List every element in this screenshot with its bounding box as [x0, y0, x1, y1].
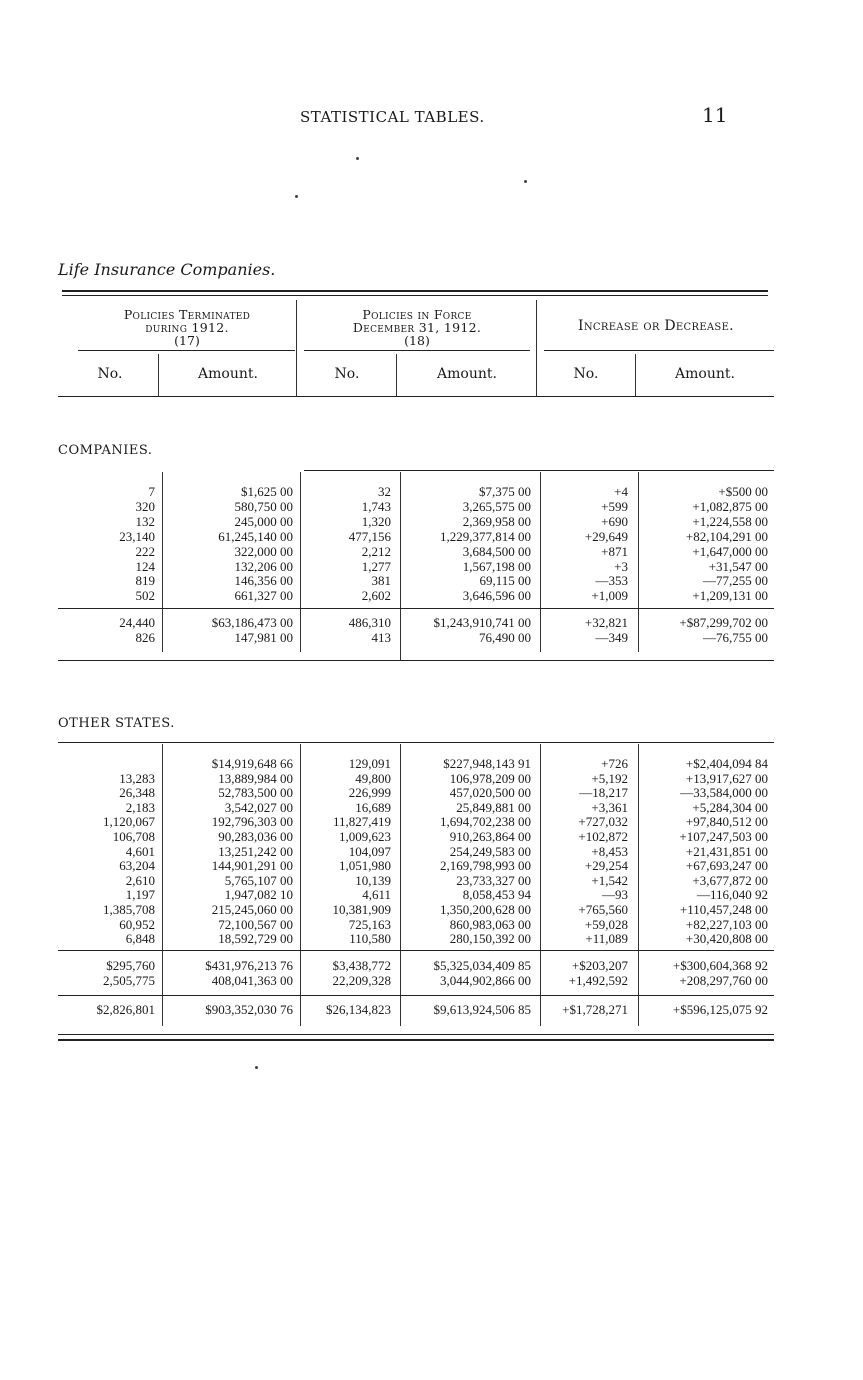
other-states-row-terminated-amount: 18,592,729 00	[218, 931, 293, 947]
other-states-row-terminated-amount: 5,765,107 00	[224, 872, 293, 888]
companies-total-row-force-amount: 76,490 00	[479, 629, 531, 645]
companies-row-increase-no: +690	[601, 513, 628, 529]
other-states-divider	[638, 744, 639, 1026]
other-states-row-increase-amount: +82,227,103 00	[685, 916, 768, 932]
other-states-row-force-no: 110,580	[349, 931, 391, 947]
companies-row-increase-amount: +1,082,875 00	[692, 498, 768, 514]
other-states-row-terminated-amount: 144,901,291 00	[211, 858, 293, 874]
companies-row-force-no: 2,602	[361, 588, 391, 604]
other-states-row-terminated-amount: 90,283,036 00	[218, 829, 293, 844]
companies-row-increase-no: +29,649	[584, 528, 628, 544]
other-states-row-force-no: 11,827,419	[332, 814, 391, 830]
companies-row-terminated-no: 124	[135, 558, 155, 574]
companies-total-row-increase-no: +32,821	[584, 615, 628, 630]
companies-row-terminated-amount: 322,000 00	[234, 543, 293, 559]
other-states-row-increase-no: +727,032	[578, 814, 628, 830]
other-states-row-increase-amount: +30,420,808 00	[685, 931, 768, 947]
other-states-row-force-amount: 8,058,453 94	[462, 887, 531, 903]
other-states-row-force-amount: 25,849,881 00	[456, 799, 531, 815]
col-header-force-amount: Amount.	[437, 366, 497, 382]
other-states-row-increase-amount: +21,431,851 00	[685, 843, 768, 859]
header-underline-1	[78, 350, 295, 351]
other-states-row-increase-no: +765,560	[578, 902, 628, 917]
other-states-total-row-force-no: $3,438,772	[332, 958, 391, 973]
other-states-row-increase-no: +726	[601, 756, 628, 771]
other-states-row-terminated-amount: 52,783,500 00	[218, 785, 293, 801]
companies-row-increase-no: +599	[601, 498, 628, 514]
header-underline-2	[304, 350, 530, 351]
companies-row-force-no: 1,277	[361, 558, 391, 574]
other-states-row-force-amount: $227,948,143 91	[443, 756, 531, 771]
companies-row-terminated-no: 132	[135, 513, 155, 529]
table-top-rule	[62, 290, 768, 292]
other-states-row-increase-no: —18,217	[579, 785, 628, 801]
header-group-terminated-line2: during 1912.	[145, 320, 229, 335]
print-speck	[356, 157, 359, 160]
companies-row-increase-no: +1,009	[591, 588, 628, 604]
companies-row-terminated-amount: 132,206 00	[234, 558, 293, 574]
grand-total-row-increase-amount: +$596,125,075 92	[672, 1002, 768, 1017]
companies-total-row-force-amount: $1,243,910,741 00	[433, 615, 531, 630]
col-header-increase-no: No.	[573, 366, 599, 382]
companies-row-force-amount: 2,369,958 00	[462, 513, 531, 529]
other-states-row-force-no: 10,139	[355, 872, 391, 888]
companies-row-increase-amount: +1,224,558 00	[692, 513, 768, 529]
other-states-row-force-amount: 1,694,702,238 00	[440, 814, 531, 830]
companies-total-row-terminated-amount: 147,981 00	[234, 629, 293, 645]
header-group-in-force-line1: Policies in Force	[362, 307, 472, 322]
other-states-row-force-no: 104,097	[348, 843, 391, 859]
other-states-total-row-terminated-amount: 408,041,363 00	[211, 973, 293, 988]
running-head: STATISTICAL TABLES.	[300, 108, 485, 126]
other-states-row-terminated-amount: 215,245,060 00	[211, 902, 293, 917]
companies-divider	[638, 472, 639, 652]
other-states-row-terminated-amount: 192,796,303 00	[211, 814, 293, 830]
other-states-row-increase-no: +5,192	[591, 770, 628, 786]
header-group-increase	[540, 320, 772, 333]
other-states-row-force-amount: 23,733,327 00	[456, 872, 531, 888]
companies-row-increase-amount: +$500 00	[718, 484, 768, 499]
other-states-row-force-no: 226,999	[348, 785, 391, 801]
grand-total-row-force-amount: $9,613,924,506 85	[433, 1002, 531, 1017]
companies-total-rule	[58, 608, 774, 609]
section-title: Life Insurance Companies.	[58, 260, 276, 279]
companies-total-row-force-no: 413	[371, 629, 391, 645]
companies-bottom-rule	[58, 660, 774, 661]
companies-row-terminated-no: 23,140	[119, 528, 155, 544]
companies-row-force-no: 32	[378, 484, 391, 499]
companies-row-increase-no: +4	[614, 484, 628, 499]
other-states-row-increase-amount: +110,457,248 00	[679, 902, 768, 917]
grand-total-row-increase-no: +$1,728,271	[562, 1002, 628, 1017]
header-group-terminated-line1: Policies Terminated	[123, 307, 251, 322]
companies-row-terminated-no: 502	[135, 588, 155, 604]
companies-total-row-increase-amount: +$87,299,702 00	[679, 615, 768, 630]
companies-row-terminated-amount: 61,245,140 00	[218, 528, 293, 544]
other-states-row-force-amount: 254,249,583 00	[449, 843, 531, 859]
other-states-row-increase-no: +1,542	[591, 872, 628, 888]
other-states-row-terminated-no: 106,708	[112, 829, 155, 844]
other-states-row-increase-no: +29,254	[584, 858, 628, 874]
header-group-increase-line1: Increase or Decrease.	[578, 318, 734, 334]
other-states-row-increase-amount: —33,584,000 00	[680, 785, 768, 801]
companies-row-terminated-no: 222	[135, 543, 155, 559]
other-states-row-increase-amount: +3,677,872 00	[692, 872, 768, 888]
other-states-total-row-terminated-amount: $431,976,213 76	[205, 958, 293, 973]
companies-label: COMPANIES.	[58, 443, 153, 458]
companies-total-row-increase-no: —349	[595, 629, 628, 645]
header-group-terminated-ref: (17)	[174, 333, 200, 348]
other-states-row-force-amount: 860,983,063 00	[449, 916, 531, 932]
other-states-row-increase-amount: +67,693,247 00	[685, 858, 768, 874]
other-states-row-terminated-no: 2,183	[125, 799, 155, 815]
header-divider	[536, 300, 537, 396]
companies-row-increase-amount: +1,209,131 00	[692, 588, 768, 604]
header-group-terminated	[78, 308, 296, 347]
header-group-in-force-ref: (18)	[404, 333, 430, 348]
other-states-row-force-amount: 1,350,200,628 00	[440, 902, 531, 917]
companies-total-row-terminated-no: 826	[135, 629, 155, 645]
col-header-terminated-no: No.	[97, 366, 123, 382]
companies-row-terminated-no: 7	[148, 484, 155, 499]
other-states-row-force-no: 16,689	[355, 799, 391, 815]
other-states-total-rule	[58, 950, 774, 951]
other-states-row-force-no: 4,611	[362, 887, 391, 903]
other-states-top-rule	[58, 742, 774, 743]
other-states-row-terminated-amount: 1,947,082 10	[224, 887, 293, 903]
companies-row-terminated-amount: 146,356 00	[234, 573, 293, 589]
companies-row-force-amount: 1,229,377,814 00	[440, 528, 531, 544]
other-states-row-force-no: 129,091	[348, 756, 391, 771]
companies-row-increase-no: +871	[601, 543, 628, 559]
companies-row-force-amount: 1,567,198 00	[462, 558, 531, 574]
other-states-row-terminated-no: 60,952	[119, 916, 155, 932]
other-states-total-row-increase-amount: +$300,604,368 92	[672, 958, 768, 973]
header-divider	[635, 354, 636, 396]
other-states-row-terminated-amount: $14,919,648 66	[211, 756, 293, 771]
grand-total-rule	[58, 995, 774, 996]
other-states-row-increase-amount: +107,247,503 00	[679, 829, 768, 844]
companies-row-force-amount: 69,115 00	[479, 573, 531, 589]
companies-row-force-amount: 3,265,575 00	[462, 498, 531, 514]
companies-row-increase-amount: +1,647,000 00	[692, 543, 768, 559]
col-header-terminated-amount: Amount.	[198, 366, 258, 382]
companies-row-increase-amount: +82,104,291 00	[685, 528, 768, 544]
header-divider	[158, 354, 159, 396]
header-group-in-force	[300, 308, 534, 347]
other-states-row-force-no: 725,163	[348, 916, 391, 932]
companies-row-terminated-no: 819	[135, 573, 155, 589]
other-states-row-increase-no: +59,028	[584, 916, 628, 932]
print-speck	[255, 1066, 258, 1069]
other-states-row-force-amount: 910,263,864 00	[449, 829, 531, 844]
other-states-divider	[162, 744, 163, 1026]
companies-row-terminated-amount: 580,750 00	[234, 498, 293, 514]
other-states-row-terminated-no: 26,348	[119, 785, 155, 801]
companies-row-force-amount: 3,684,500 00	[462, 543, 531, 559]
col-header-force-no: No.	[334, 366, 360, 382]
other-states-row-terminated-no: 1,385,708	[103, 902, 155, 917]
other-states-row-terminated-no: 6,848	[125, 931, 155, 947]
other-states-total-row-terminated-no: $295,760	[106, 958, 155, 973]
other-states-total-row-increase-amount: +208,297,760 00	[679, 973, 768, 988]
other-states-row-increase-no: +102,872	[578, 829, 628, 844]
header-divider	[296, 300, 297, 396]
other-states-row-increase-no: +8,453	[591, 843, 628, 859]
companies-row-force-amount: 3,646,596 00	[462, 588, 531, 604]
companies-total-row-terminated-amount: $63,186,473 00	[211, 615, 293, 630]
companies-row-increase-amount: +31,547 00	[708, 558, 768, 574]
other-states-row-increase-amount: +13,917,627 00	[685, 770, 768, 786]
companies-row-force-no: 1,320	[361, 513, 391, 529]
other-states-row-terminated-no: 2,610	[125, 872, 155, 888]
other-states-row-increase-no: —93	[602, 887, 628, 903]
companies-divider	[162, 472, 163, 652]
table-bottom-rule	[58, 1034, 774, 1035]
grand-total-row-terminated-amount: $903,352,030 76	[205, 1002, 293, 1017]
other-states-total-row-terminated-no: 2,505,775	[103, 973, 155, 988]
companies-total-row-terminated-no: 24,440	[119, 615, 155, 630]
other-states-row-terminated-no: 13,283	[119, 770, 155, 786]
companies-row-terminated-no: 320	[135, 498, 155, 514]
companies-top-rule	[304, 470, 774, 471]
companies-row-terminated-amount: $1,625 00	[241, 484, 293, 499]
companies-row-force-amount: $7,375 00	[479, 484, 531, 499]
header-divider	[396, 354, 397, 396]
other-states-row-terminated-no: 4,601	[125, 843, 155, 859]
other-states-row-terminated-no: 1,197	[125, 887, 155, 903]
other-states-row-terminated-no: 63,204	[119, 858, 155, 874]
companies-row-terminated-amount: 245,000 00	[234, 513, 293, 529]
other-states-row-terminated-amount: 3,542,027 00	[224, 799, 293, 815]
other-states-row-terminated-amount: 13,251,242 00	[218, 843, 293, 859]
other-states-row-force-amount: 2,169,798,993 00	[440, 858, 531, 874]
other-states-total-row-force-no: 22,209,328	[332, 973, 391, 988]
other-states-row-increase-no: +3,361	[591, 799, 628, 815]
other-states-label: OTHER STATES.	[58, 716, 175, 731]
companies-total-row-force-no: 486,310	[348, 615, 391, 630]
print-speck	[295, 195, 298, 198]
companies-row-force-no: 477,156	[348, 528, 391, 544]
other-states-row-force-amount: 457,020,500 00	[449, 785, 531, 801]
print-speck	[524, 180, 527, 183]
table-bottom-rule-thick	[58, 1039, 774, 1041]
other-states-total-row-force-amount: 3,044,902,866 00	[440, 973, 531, 988]
other-states-row-force-no: 10,381,909	[332, 902, 391, 917]
companies-row-terminated-amount: 661,327 00	[234, 588, 293, 604]
other-states-row-force-amount: 106,978,209 00	[449, 770, 531, 786]
companies-row-increase-amount: —77,255 00	[703, 573, 768, 589]
page-number: 11	[702, 103, 728, 127]
companies-row-increase-no: —353	[595, 573, 628, 589]
other-states-row-force-no: 49,800	[355, 770, 391, 786]
header-group-in-force-line2: December 31, 1912.	[352, 320, 482, 335]
other-states-total-row-increase-no: +$203,207	[571, 958, 628, 973]
companies-row-force-no: 1,743	[361, 498, 391, 514]
other-states-row-terminated-amount: 72,100,567 00	[218, 916, 293, 932]
companies-row-increase-no: +3	[614, 558, 628, 574]
grand-total-row-terminated-no: $2,826,801	[96, 1002, 155, 1017]
other-states-total-row-increase-no: +1,492,592	[568, 973, 628, 988]
other-states-row-force-no: 1,051,980	[339, 858, 391, 874]
header-bottom-rule	[58, 396, 774, 397]
grand-total-row-force-no: $26,134,823	[326, 1002, 391, 1017]
other-states-row-terminated-no: 1,120,067	[103, 814, 155, 830]
companies-total-row-increase-amount: —76,755 00	[703, 629, 768, 645]
other-states-total-row-force-amount: $5,325,034,409 85	[433, 958, 531, 973]
companies-row-force-no: 2,212	[361, 543, 391, 559]
companies-row-force-no: 381	[371, 573, 391, 589]
other-states-row-increase-no: +11,089	[585, 931, 628, 947]
other-states-row-increase-amount: —116,040 92	[696, 887, 768, 903]
table-top-rule-thin	[62, 295, 768, 296]
header-underline-3	[544, 350, 774, 351]
other-states-row-terminated-amount: 13,889,984 00	[218, 770, 293, 786]
other-states-row-increase-amount: +97,840,512 00	[685, 814, 768, 830]
other-states-row-increase-amount: +$2,404,094 84	[685, 756, 768, 771]
col-header-increase-amount: Amount.	[675, 366, 735, 382]
other-states-row-increase-amount: +5,284,304 00	[692, 799, 768, 815]
other-states-row-force-no: 1,009,623	[339, 829, 391, 844]
other-states-row-force-amount: 280,150,392 00	[449, 931, 531, 947]
